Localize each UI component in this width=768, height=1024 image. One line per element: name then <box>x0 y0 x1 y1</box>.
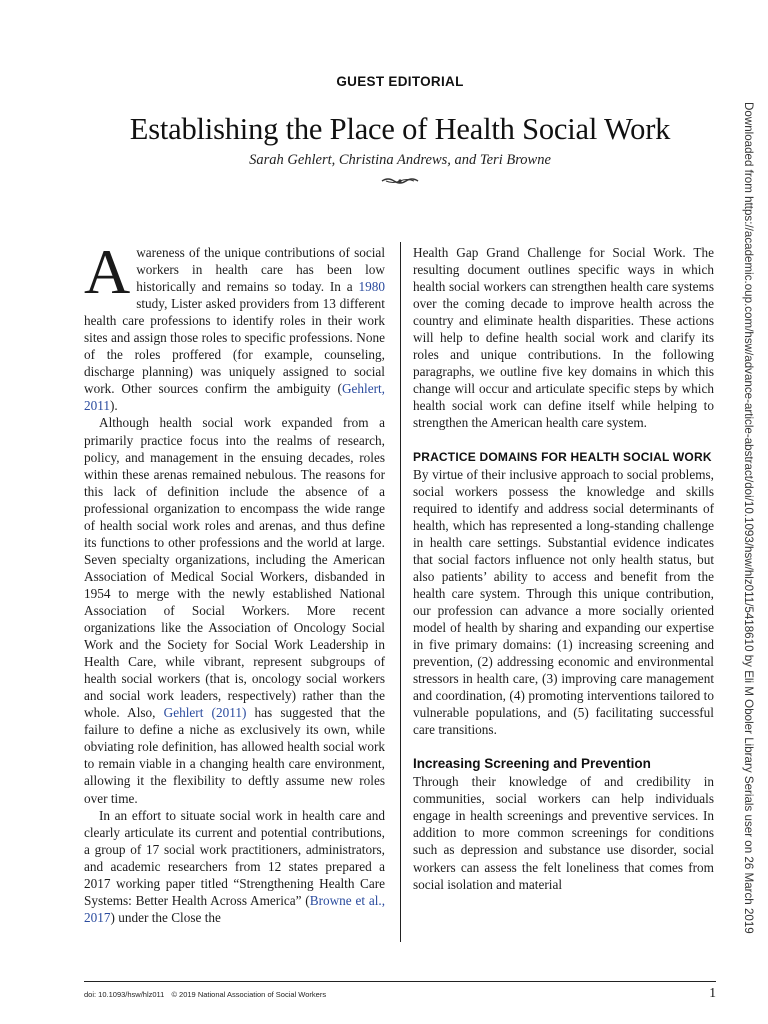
article-title: Establishing the Place of Health Social Work <box>129 112 671 146</box>
paragraph-text: Although health social work expanded from a primarily practice focus into the realms of research, policy, and management in the ensuing decades, roles within these arenas remained nebulous. The reasons for this lack of definition include the absence of a professional organization to encompass the wide range of health social work roles and arenas, and thus define its functions to other professions and the world at large. Seven specialty organizations, including the American Association of Medical Social Workers, disbanded in 1954 to merge with the newly established National Association of Social Workers. More recent organizations like the Association of Oncology Social Work and the Society for Social Work Leadership in Health Care, while vibrant, represent subgroups of health social workers (that is, oncology social workers and social work leaders, respectively) rather than the whole. Also, <box>84 415 385 721</box>
doi: doi: 10.1093/hsw/hlz011 <box>84 990 165 999</box>
paragraph <box>84 807 385 926</box>
paragraph-text: ) under the Close the <box>110 909 221 925</box>
ornament-icon <box>380 176 420 186</box>
page-number: 1 <box>709 985 716 1000</box>
footer-rule <box>84 981 716 982</box>
paragraph-text: In an effort to situate social work in health care and clearly articulate its current and potential contributions, a group of 17 social work practitioners, administrators, and academic researchers from 12 states prepared a 2017 working paper titled “Strengthening Health Care Systems: Better Health Across America” ( <box>84 807 385 908</box>
citation-link[interactable]: Gehlert, 2011 <box>84 381 385 414</box>
paragraph-text: study, Lister asked providers from 13 different health care professions to identify roles in their work sites and assign those roles to specific professions. None of the roles proffered (for example, counseling, discharge planning) was uniquely assigned to social work. Other sources confirm the ambiguity ( <box>84 296 385 397</box>
drop-cap: A <box>84 236 131 307</box>
article-authors: Sarah Gehlert, Christina Andrews, and Teri Browne <box>249 152 551 168</box>
paragraph-text: ). <box>110 398 118 414</box>
copyright: © 2019 National Association of Social Workers <box>171 990 327 999</box>
column-rule <box>400 242 401 942</box>
paragraph <box>84 414 385 806</box>
section-heading: PRACTICE DOMAINS FOR HEALTH SOCIAL WORK <box>413 449 712 464</box>
citation-link[interactable]: Gehlert (2011) <box>163 705 247 721</box>
download-watermark <box>741 102 755 952</box>
footer-info <box>84 990 331 999</box>
left-column <box>84 236 386 926</box>
subsection-heading: Increasing Screening and Prevention <box>413 756 651 772</box>
paragraph: Through their knowledge of and credibility in communities, social workers can help individuals engage in health screenings and preventive services. In addition to more common screenings for conditions such as depression and substance use disorder, social workers can assess the felt loneliness that comes from social isolation and material <box>413 774 714 892</box>
paragraph <box>84 236 385 414</box>
paragraph-text: wareness of the unique contributions of social workers in health care has been low historically and remains so today. In a <box>136 245 385 295</box>
paragraph: By virtue of their inclusive approach to social problems, social workers possess the knowledge and skills required to identify and address social determinants of health, which has represented a long-standing challenge in health care settings. Substantial evidence indicates that social factors influence not only health status, but also patients’ ability to access and benefit from the health care system. Through this unique contribution, our profession can advance a more socially oriented model of health by sharing and expanding our expertise in five primary domains: (1) increasing screening and prevention, (2) addressing economic and environmental stressors in health care, (3) improving care management and coordination, (4) promoting interventions tailored to vulnerable populations, and (5) facilitating successful care transitions. <box>413 466 714 738</box>
citation-link[interactable]: Browne et al., 2017 <box>84 892 386 925</box>
article-kicker: GUEST EDITORIAL <box>336 74 464 89</box>
citation-link[interactable]: 1980 <box>358 279 385 295</box>
paragraph: Health Gap Grand Challenge for Social Work. The resulting document outlines specific ways in which health social workers can strengthen health care systems over the coming decade to improve health across the country and eliminate health disparities. These actions will help to define health social work and clarify its roles and unique contributions. In the following paragraphs, we outline five key domains in which this change will occur and articulate specific steps by which health social work can define itself while helping to strengthen the American health care system. <box>413 245 714 431</box>
right-column <box>413 244 714 893</box>
paragraph-text: has suggested that the failure to define a niche as exclusively its own, while obviating role definition, has allowed health social work to remain viable in a changing health care environment, allowing it the flexibility to deftly assume new roles over time. <box>84 705 385 806</box>
watermark-text: Downloaded from https://academic.oup.com/hsw/advance-article-abstract/doi/10.1093/hsw/hlz011/5418610 by Eli M Oboler Library Serials user on 26 March 2019 <box>742 102 755 934</box>
